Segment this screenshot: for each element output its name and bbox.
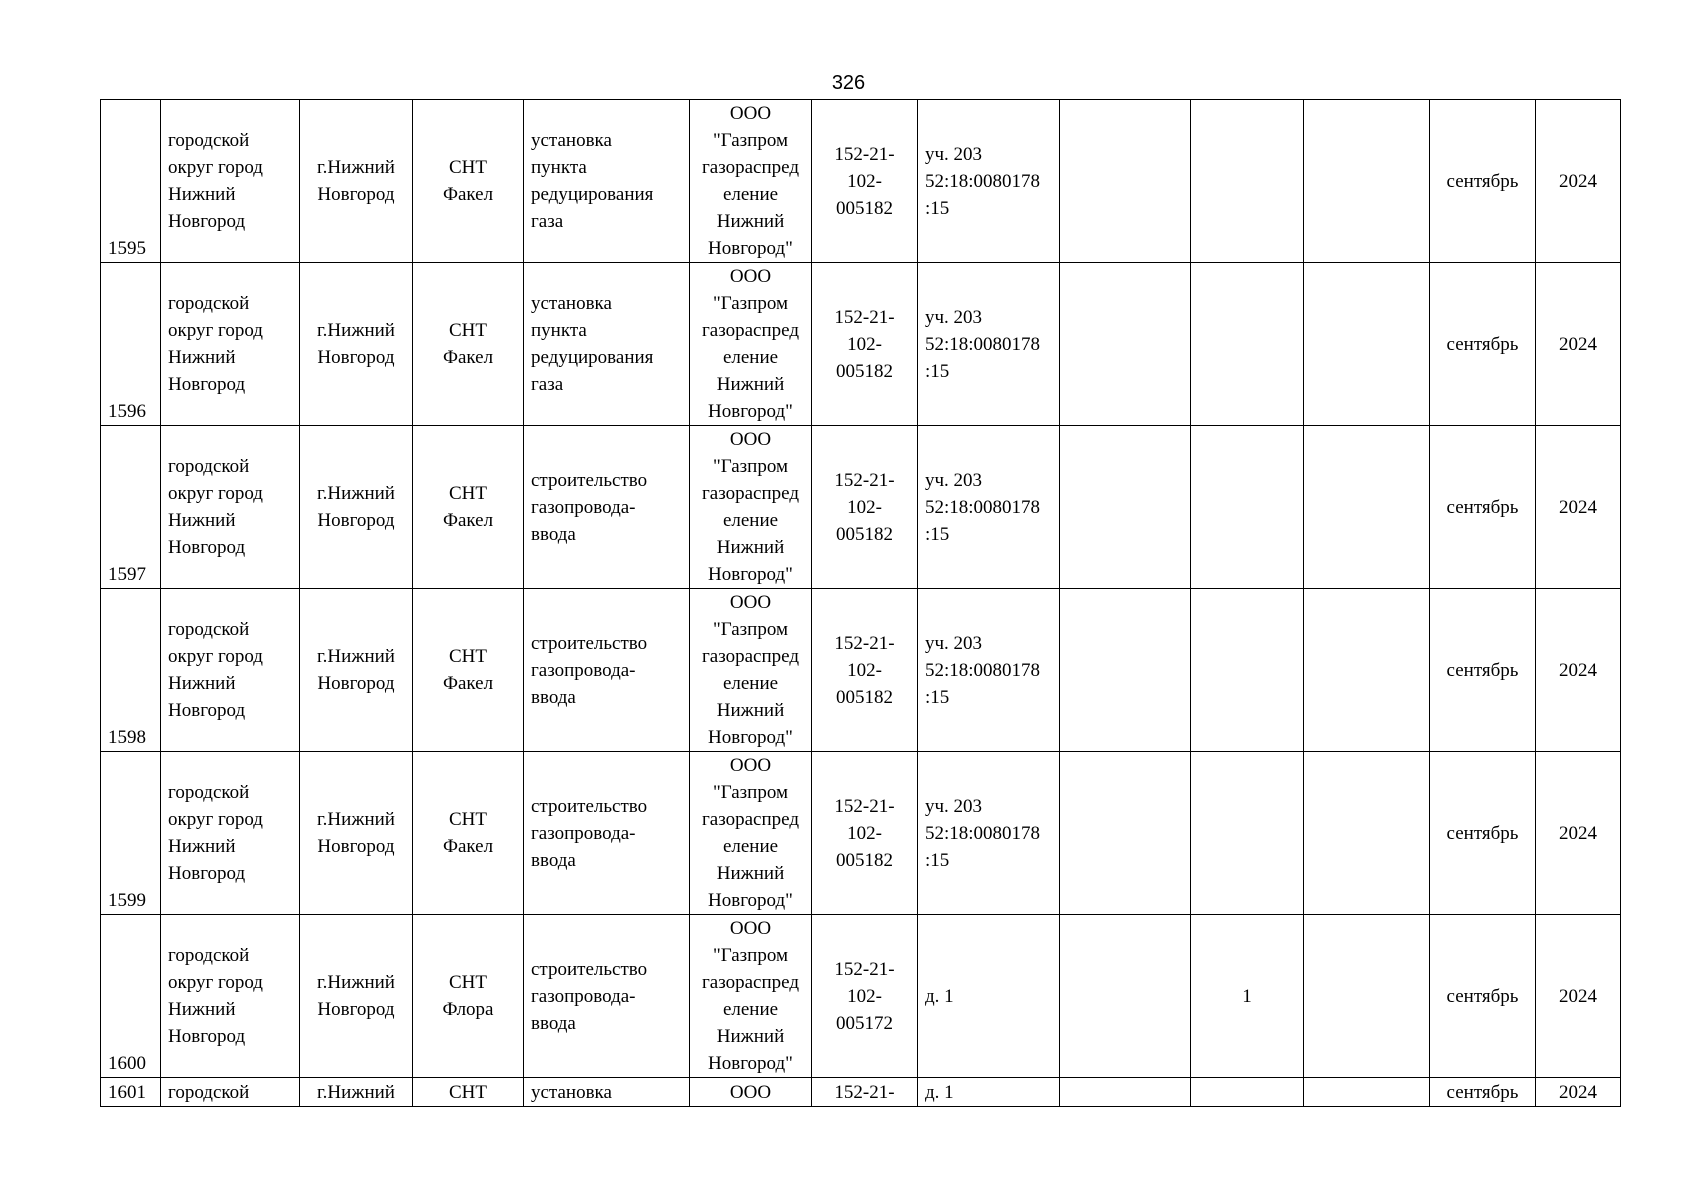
cell-month: сентябрь <box>1430 915 1536 1078</box>
cell-line: ввода <box>531 686 576 708</box>
cell-count <box>1191 589 1304 752</box>
cell-line: "Газпром <box>712 945 789 966</box>
cell-line: еление <box>722 999 779 1020</box>
cell-line: :15 <box>925 686 950 708</box>
cell-line: 52:18:0080178 <box>925 659 1041 681</box>
cell-line: округ город <box>168 157 263 178</box>
cell-line: ввода <box>531 849 576 871</box>
cell-line: газораспред <box>701 809 799 830</box>
cell-line: г.Нижний <box>317 972 395 993</box>
cell-line: пункта <box>531 320 587 341</box>
cell-district <box>161 589 300 752</box>
cell-line: "Газпром <box>712 130 789 151</box>
cell-snt <box>413 263 524 426</box>
cell-line: 52:18:0080178 <box>925 170 1041 192</box>
cell-line: городской <box>168 945 250 966</box>
cell-organization <box>690 263 812 426</box>
cell-line: 152-21- <box>834 469 895 491</box>
cell-line: городской <box>168 456 250 477</box>
cell-number: 1598 <box>101 589 161 752</box>
cell-line: 152-21- <box>834 958 895 980</box>
cell-line: Нижний <box>168 510 236 531</box>
cell-code <box>812 915 918 1078</box>
cell-line: 005182 <box>836 197 893 219</box>
cell-line: ввода <box>531 1012 576 1034</box>
cell-organization <box>690 426 812 589</box>
cell-line: СНТ <box>449 646 487 667</box>
cell-line: газопровода- <box>531 822 636 844</box>
cell-line: ввода <box>531 523 576 545</box>
cell-work-type <box>524 1078 690 1107</box>
cell-line: газораспред <box>701 157 799 178</box>
cell-empty-2 <box>1304 752 1430 915</box>
cell-line: ООО <box>729 429 772 450</box>
cell-work-type <box>524 589 690 752</box>
cell-line: 005182 <box>836 849 893 871</box>
cell-plot <box>918 915 1060 1078</box>
cell-snt <box>413 915 524 1078</box>
register-table <box>100 99 1621 1107</box>
cell-line: ООО <box>729 918 772 939</box>
cell-line: Флора <box>442 999 494 1020</box>
cell-line: Нижний <box>168 184 236 205</box>
cell-line: Новгород" <box>708 564 793 585</box>
cell-number: 1601 <box>101 1078 161 1107</box>
cell-line: Новгород <box>317 347 395 368</box>
cell-line: Нижний <box>168 999 236 1020</box>
cell-line: "Газпром <box>712 782 789 803</box>
cell-line: СНТ <box>449 320 487 341</box>
cell-empty-1 <box>1060 426 1191 589</box>
cell-line: еление <box>722 836 779 857</box>
cell-line: газораспред <box>701 320 799 341</box>
cell-line: пункта <box>531 157 587 178</box>
cell-count <box>1191 426 1304 589</box>
cell-line: установка <box>531 293 612 314</box>
cell-line: округ город <box>168 320 263 341</box>
cell-line: уч. 203 <box>925 795 983 817</box>
cell-line: округ город <box>168 483 263 504</box>
cell-work-type <box>524 263 690 426</box>
cell-code <box>812 100 918 263</box>
cell-plot <box>918 263 1060 426</box>
cell-line: Новгород <box>168 374 246 395</box>
cell-line: городской <box>168 1081 250 1103</box>
cell-line: строительство <box>531 632 648 654</box>
cell-line: 152-21- <box>834 143 895 165</box>
cell-line: "Газпром <box>712 293 789 314</box>
cell-count <box>1191 1078 1304 1107</box>
cell-line: газа <box>531 374 564 395</box>
cell-line: "Газпром <box>712 619 789 640</box>
cell-plot <box>918 589 1060 752</box>
cell-line: :15 <box>925 360 950 382</box>
cell-line: Новгород" <box>708 890 793 911</box>
cell-line: еление <box>722 673 779 694</box>
cell-empty-1 <box>1060 100 1191 263</box>
page-number: 326 <box>831 72 866 94</box>
cell-count <box>1191 752 1304 915</box>
cell-empty-1 <box>1060 752 1191 915</box>
cell-organization <box>690 1078 812 1107</box>
cell-line: Факел <box>442 184 494 205</box>
cell-line: Нижний <box>716 700 785 721</box>
cell-line: ООО <box>729 103 772 124</box>
cell-empty-1 <box>1060 1078 1191 1107</box>
cell-year: 2024 <box>1536 752 1621 915</box>
cell-line: :15 <box>925 197 950 219</box>
cell-district <box>161 915 300 1078</box>
cell-line: газопровода- <box>531 659 636 681</box>
table-row <box>101 915 1621 1078</box>
cell-line: Новгород" <box>708 1053 793 1074</box>
table-row <box>101 1078 1621 1107</box>
cell-line: 152-21- <box>834 632 895 654</box>
cell-work-type <box>524 426 690 589</box>
cell-line: г.Нижний <box>317 483 395 504</box>
cell-month: сентябрь <box>1430 589 1536 752</box>
cell-plot <box>918 426 1060 589</box>
cell-line: Новгород" <box>708 238 793 259</box>
cell-city <box>300 1078 413 1107</box>
cell-line: д. 1 <box>925 985 954 1007</box>
cell-city <box>300 915 413 1078</box>
cell-line: городской <box>168 782 250 803</box>
cell-number: 1597 <box>101 426 161 589</box>
cell-code <box>812 1078 918 1107</box>
cell-line: Нижний <box>716 1026 785 1047</box>
cell-snt <box>413 426 524 589</box>
cell-line: округ город <box>168 809 263 830</box>
cell-line: 102- <box>847 985 882 1007</box>
cell-line: уч. 203 <box>925 306 983 328</box>
cell-line: еление <box>722 510 779 531</box>
cell-number: 1595 <box>101 100 161 263</box>
cell-plot <box>918 752 1060 915</box>
cell-line: Новгород <box>317 673 395 694</box>
cell-line: 102- <box>847 496 882 518</box>
cell-line: 102- <box>847 170 882 192</box>
cell-code <box>812 426 918 589</box>
cell-line: округ город <box>168 972 263 993</box>
cell-line: Новгород <box>168 537 246 558</box>
table-row <box>101 589 1621 752</box>
cell-organization <box>690 752 812 915</box>
cell-line: газораспред <box>701 646 799 667</box>
cell-empty-2 <box>1304 263 1430 426</box>
table-row <box>101 752 1621 915</box>
cell-line: Факел <box>442 347 494 368</box>
cell-line: ООО <box>729 592 772 613</box>
cell-line: 102- <box>847 822 882 844</box>
cell-month: сентябрь <box>1430 426 1536 589</box>
cell-line: г.Нижний <box>317 157 395 178</box>
cell-line: :15 <box>925 523 950 545</box>
cell-line: г.Нижний <box>317 320 395 341</box>
cell-line: "Газпром <box>712 456 789 477</box>
cell-line: установка <box>531 130 612 151</box>
cell-city <box>300 263 413 426</box>
cell-year: 2024 <box>1536 1078 1621 1107</box>
cell-line: СНТ <box>449 972 487 993</box>
cell-line: Нижний <box>168 347 236 368</box>
cell-snt <box>413 1078 524 1107</box>
cell-empty-2 <box>1304 1078 1430 1107</box>
cell-count <box>1191 263 1304 426</box>
cell-line: уч. 203 <box>925 469 983 491</box>
cell-line: Новгород <box>317 999 395 1020</box>
cell-district <box>161 1078 300 1107</box>
cell-line: 152-21- <box>834 306 895 328</box>
cell-line: Новгород <box>317 184 395 205</box>
cell-line: Факел <box>442 836 494 857</box>
cell-line: СНТ <box>449 809 487 830</box>
cell-line: Новгород <box>168 1026 246 1047</box>
cell-district <box>161 752 300 915</box>
cell-line: Новгород <box>168 700 246 721</box>
cell-line: газопровода- <box>531 985 636 1007</box>
cell-line: СНТ <box>449 1081 487 1103</box>
cell-line: :15 <box>925 849 950 871</box>
cell-code <box>812 589 918 752</box>
cell-district <box>161 426 300 589</box>
cell-count: 1 <box>1191 915 1304 1078</box>
cell-year: 2024 <box>1536 100 1621 263</box>
cell-line: городской <box>168 130 250 151</box>
cell-count <box>1191 100 1304 263</box>
cell-empty-2 <box>1304 426 1430 589</box>
cell-snt <box>413 752 524 915</box>
cell-line: Нижний <box>716 863 785 884</box>
cell-line: еление <box>722 184 779 205</box>
cell-line: 005172 <box>836 1012 893 1034</box>
cell-line: Нижний <box>168 673 236 694</box>
cell-line: Факел <box>442 673 494 694</box>
cell-line: газопровода- <box>531 496 636 518</box>
cell-empty-2 <box>1304 100 1430 263</box>
cell-line: Нижний <box>168 836 236 857</box>
cell-month: сентябрь <box>1430 1078 1536 1107</box>
cell-empty-2 <box>1304 589 1430 752</box>
cell-line: Новгород <box>168 211 246 232</box>
cell-district <box>161 263 300 426</box>
cell-line: Новгород" <box>708 401 793 422</box>
cell-line: Факел <box>442 510 494 531</box>
cell-work-type <box>524 100 690 263</box>
cell-line: 152-21- <box>834 1081 895 1103</box>
cell-line: строительство <box>531 795 648 817</box>
cell-code <box>812 263 918 426</box>
cell-line: 005182 <box>836 360 893 382</box>
cell-line: ООО <box>729 1081 772 1103</box>
cell-city <box>300 752 413 915</box>
cell-year: 2024 <box>1536 263 1621 426</box>
cell-number: 1600 <box>101 915 161 1078</box>
cell-snt <box>413 589 524 752</box>
cell-line: редуцирования <box>531 184 654 205</box>
cell-organization <box>690 915 812 1078</box>
cell-line: 005182 <box>836 523 893 545</box>
cell-line: г.Нижний <box>317 809 395 830</box>
cell-line: СНТ <box>449 157 487 178</box>
cell-line: 152-21- <box>834 795 895 817</box>
cell-month: сентябрь <box>1430 752 1536 915</box>
cell-line: уч. 203 <box>925 143 983 165</box>
cell-line: уч. 203 <box>925 632 983 654</box>
cell-line: СНТ <box>449 483 487 504</box>
cell-line: Новгород <box>168 863 246 884</box>
cell-line: еление <box>722 347 779 368</box>
cell-empty-1 <box>1060 589 1191 752</box>
table-row <box>101 263 1621 426</box>
cell-year: 2024 <box>1536 426 1621 589</box>
cell-line: газораспред <box>701 972 799 993</box>
cell-line: 102- <box>847 333 882 355</box>
table-row <box>101 100 1621 263</box>
table-row <box>101 426 1621 589</box>
cell-month: сентябрь <box>1430 263 1536 426</box>
cell-line: ООО <box>729 755 772 776</box>
cell-line: Новгород <box>317 836 395 857</box>
cell-plot <box>918 100 1060 263</box>
cell-plot <box>918 1078 1060 1107</box>
cell-work-type <box>524 752 690 915</box>
cell-work-type <box>524 915 690 1078</box>
cell-empty-1 <box>1060 915 1191 1078</box>
cell-line: строительство <box>531 469 648 491</box>
cell-line: городской <box>168 619 250 640</box>
cell-number: 1599 <box>101 752 161 915</box>
cell-line: д. 1 <box>925 1081 954 1103</box>
cell-city <box>300 426 413 589</box>
cell-line: округ город <box>168 646 263 667</box>
cell-empty-2 <box>1304 915 1430 1078</box>
cell-year: 2024 <box>1536 915 1621 1078</box>
cell-line: строительство <box>531 958 648 980</box>
table-body <box>101 100 1621 1107</box>
cell-organization <box>690 100 812 263</box>
cell-city <box>300 100 413 263</box>
cell-line: установка <box>531 1081 612 1103</box>
cell-city <box>300 589 413 752</box>
cell-line: Новгород <box>317 510 395 531</box>
cell-line: газа <box>531 211 564 232</box>
cell-line: 102- <box>847 659 882 681</box>
cell-line: Нижний <box>716 211 785 232</box>
cell-line: Новгород" <box>708 727 793 748</box>
cell-code <box>812 752 918 915</box>
cell-district <box>161 100 300 263</box>
cell-line: Нижний <box>716 374 785 395</box>
cell-line: газораспред <box>701 483 799 504</box>
cell-line: 005182 <box>836 686 893 708</box>
cell-empty-1 <box>1060 263 1191 426</box>
cell-number: 1596 <box>101 263 161 426</box>
cell-line: 52:18:0080178 <box>925 822 1041 844</box>
cell-line: г.Нижний <box>317 646 395 667</box>
cell-line: 52:18:0080178 <box>925 496 1041 518</box>
cell-line: Нижний <box>716 537 785 558</box>
cell-line: 52:18:0080178 <box>925 333 1041 355</box>
cell-line: г.Нижний <box>317 1081 395 1103</box>
cell-line: редуцирования <box>531 347 654 368</box>
cell-line: городской <box>168 293 250 314</box>
cell-organization <box>690 589 812 752</box>
cell-snt <box>413 100 524 263</box>
cell-month: сентябрь <box>1430 100 1536 263</box>
cell-line: ООО <box>729 266 772 287</box>
cell-year: 2024 <box>1536 589 1621 752</box>
